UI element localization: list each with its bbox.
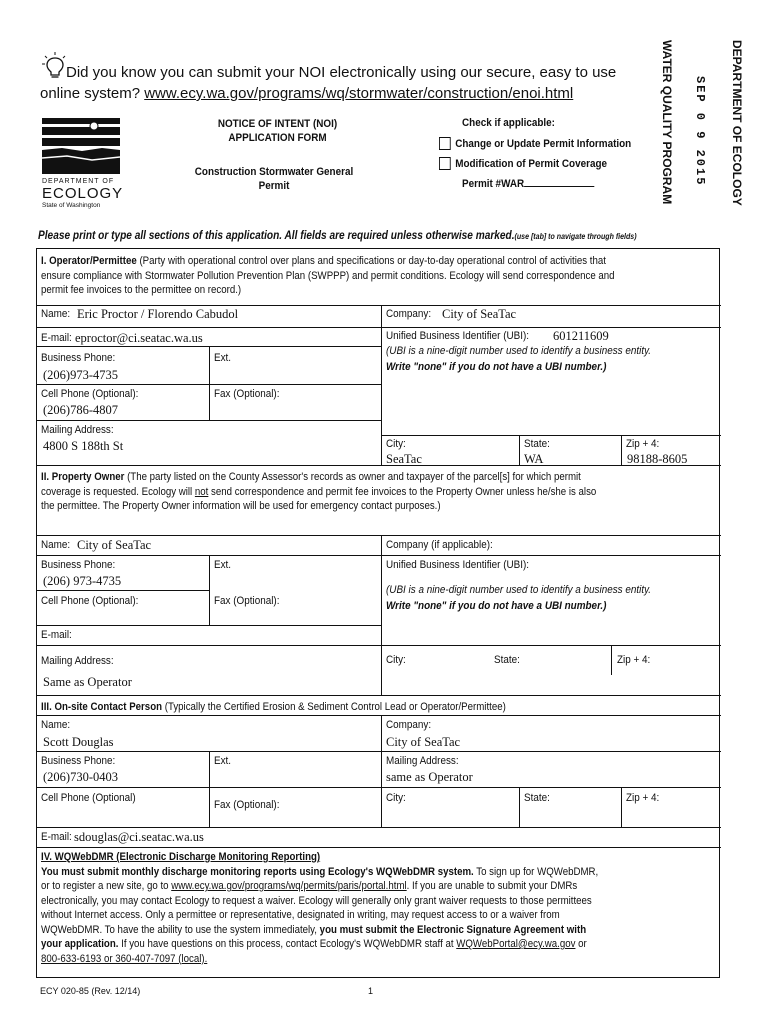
s1-mailing-value[interactable]: 4800 S 188th St [43,439,124,453]
section2-desc-line2 [41,485,719,500]
s2-company-label: Company (if applicable): [386,539,493,551]
wqwebportal-email-link[interactable]: WQWebPortal@ecy.wa.gov [456,938,576,950]
s3-city-label: City: [386,792,406,804]
s3-company-label: Company: [386,719,432,731]
s1-email-value[interactable]: eproctor@ci.seatac.wa.us [75,331,203,345]
s2-ext-label: Ext. [214,559,232,571]
section2-heading: II. Property Owner [41,471,125,483]
enoi-notice-line2 [40,85,573,102]
change-permit-option [439,137,631,150]
s2-name-value[interactable]: City of SeaTac [77,538,152,552]
s2-fax-label: Fax (Optional): [214,595,280,607]
s3-name-label: Name: [41,719,71,731]
form-number: ECY 020-85 (Rev. 12/14) [40,986,141,996]
lightbulb-icon [42,52,68,82]
s1-company-value[interactable]: City of SeaTac [442,307,517,321]
section4-line6-bold: your application. [41,938,119,950]
s1-ubi-none: Write "none" if you do not have a UBI number.) [386,361,607,373]
ecology-logo [42,118,122,209]
s2-state-label: State: [494,654,520,666]
s3-state-label: State: [524,792,550,804]
form-instructions [38,230,637,242]
s2-cell-label: Cell Phone (Optional): [41,595,139,607]
section4-line5-a: WQWebDMR. To have the ability to use the system immediately, [41,923,320,936]
section4-line2 [41,879,719,894]
section4-line1 [41,865,719,880]
s3-business-phone-label: Business Phone: [41,755,116,767]
section2-desc-3: the permittee. The Property Owner information will be used for emergency contact purposes.) [41,500,441,512]
s1-mailing-label: Mailing Address: [41,424,114,436]
section2-description [41,470,719,514]
change-permit-label: Change or Update Permit Information [455,137,632,150]
ecology-logo-mark-icon [42,118,120,174]
section4-line7: 800-633-6193 or 360-407-7097 (local). [41,952,208,965]
s3-business-phone-value[interactable]: (206)730-0403 [43,770,118,784]
check-if-applicable: Check if applicable: [462,117,555,129]
s1-cell-value[interactable]: (206)786-4807 [43,403,118,417]
s2-email-label: E-mail: [41,629,72,641]
modification-option [439,157,607,170]
s3-email-value[interactable]: sdouglas@ci.seatac.wa.us [74,830,204,844]
permit-number-input[interactable] [524,186,594,187]
section2-desc-not: not [194,485,209,498]
s1-fax-label: Fax (Optional): [214,388,280,400]
section2-desc-2a: coverage is requested. Ecology will [41,485,195,498]
s2-ubi-label: Unified Business Identifier (UBI): [386,559,530,571]
s3-mailing-value[interactable]: same as Operator [386,770,473,784]
section2-desc-line1 [41,470,719,485]
section3-desc: (Typically the Certified Erosion & Sediment Control Lead or Operator/Permittee) [162,701,506,713]
s3-fax-label: Fax (Optional): [214,799,280,811]
section4-line6-a: If you have questions on this process, contact Ecology's WQWebDMR staff at [118,938,457,950]
section4-line2-a: or to register a new site, go to [41,880,172,892]
s1-zip-label: Zip + 4: [626,438,660,450]
s1-cell-label: Cell Phone (Optional): [41,388,139,400]
logo-state: State of Washington [42,202,101,209]
section3-heading: III. On-site Contact Person [41,701,163,713]
page-number: 1 [368,986,374,996]
form-title-line2: APPLICATION FORM [228,132,327,144]
section4-text [41,850,719,966]
section1-desc-1: (Party with operational control over plans and specifications or day-to-day operational control of activities that [136,255,606,267]
enoi-notice-line1: Did you know you can submit your NOI electronically using our secure, easy to use [66,64,617,81]
modification-checkbox[interactable] [439,157,451,170]
section4-line3: electronically, you may contact Ecology to request a waiver. Ecology will generally only grant waiver requests to those permittees [41,894,592,907]
permit-title-line2: Permit [258,180,290,192]
change-permit-checkbox[interactable] [439,137,451,150]
section1-heading: I. Operator/Permittee [41,255,137,267]
section4-line1-normal: To sign up for WQWebDMR, [473,865,599,878]
s2-business-phone-value[interactable]: (206) 973-4735 [43,574,122,588]
s2-city-label: City: [386,654,406,666]
section3-heading-row [41,700,719,715]
noi-form [36,248,720,978]
s1-zip-value[interactable]: 98188-8605 [627,452,688,466]
s3-mailing-label: Mailing Address: [386,755,459,767]
form-title-line1: NOTICE OF INTENT (NOI) [217,118,338,130]
s3-name-value[interactable]: Scott Douglas [43,735,114,749]
permit-number-field [462,178,594,190]
s3-company-value[interactable]: City of SeaTac [386,735,461,749]
enoi-notice-prefix: online system? [40,85,145,102]
section4-line5 [41,923,719,938]
section4-line6 [41,937,719,952]
section1-desc-2: ensure compliance with Stormwater Pollution Prevention Plan (SWPPP) and permit conditions. Ecology will send correspondence and [41,269,615,282]
s2-name-label: Name: [41,539,71,551]
logo-name: ECOLOGY [42,185,124,202]
section4-line1-bold: You must submit monthly discharge monitoring reports using Ecology's WQWebDMR system. [41,865,474,878]
instructions-main: Please print or type all sections of this application. All fields are required unless otherwise marked. [38,230,515,242]
section2-desc-2b: send correspondence and permit fee invoices to the Property Owner unless he/she is also [208,485,597,498]
section4-line5-bold: you must submit the Electronic Signature Agreement with [319,923,587,936]
s1-ubi-note: (UBI is a nine-digit number used to identify a business entity. [386,345,652,357]
section4-heading: IV. WQWebDMR (Electronic Discharge Monitoring Reporting) [41,851,321,863]
s1-name-value[interactable]: Eric Proctor / Florendo Cabudol [77,307,239,321]
s3-cell-label: Cell Phone (Optional) [41,792,136,804]
stamp-department: DEPARTMENT OF ECOLOGY [730,40,744,206]
permit-title-line1: Construction Stormwater General [194,166,354,178]
wqwebdmr-portal-link[interactable]: www.ecy.wa.gov/programs/wq/permits/paris/portal.html [171,880,407,892]
s1-state-value[interactable]: WA [524,452,544,466]
s1-name-label: Name: [41,308,71,320]
logo-department: DEPARTMENT OF [42,178,115,185]
s1-state-label: State: [524,438,550,450]
s2-mailing-label: Mailing Address: [41,655,114,667]
s1-email-label: E-mail: [41,332,72,344]
s2-business-phone-label: Business Phone: [41,559,116,571]
section4-line6-c: or [575,938,587,950]
s3-ext-label: Ext. [214,755,232,767]
section4-line2-b: . If you are unable to submit your DMRs [406,880,578,892]
stamp-water-quality: WATER QUALITY PROGRAM [660,40,674,205]
instructions-note: (use [tab] to navigate through fields) [514,232,637,241]
section1-desc-line1 [41,254,719,269]
s2-zip-label: Zip + 4: [617,654,651,666]
s1-business-phone-value[interactable]: (206)973-4735 [43,368,118,382]
form-title [210,117,345,145]
modification-label: Modification of Permit Coverage [455,157,608,170]
permit-number-label: Permit #WAR [462,178,525,190]
s1-ubi-label: Unified Business Identifier (UBI): [386,330,530,342]
s1-city-value[interactable]: SeaTac [386,452,422,466]
s2-mailing-value[interactable]: Same as Operator [43,675,132,689]
permit-title [193,165,355,193]
s1-company-label: Company: [386,308,432,320]
s3-email-label: E-mail: [41,831,72,843]
section2-desc-1: (The party listed on the County Assessor's records as owner and taxpayer of the parcel[s] for which permit [124,471,581,483]
stamp-received-date: SEP 0 9 2015 [693,76,707,187]
s1-business-phone-label: Business Phone: [41,352,116,364]
s3-zip-label: Zip + 4: [626,792,660,804]
s1-ubi-value[interactable]: 601211609 [553,329,609,343]
section1-desc-3: permit fee invoices to the permittee on record.) [41,284,242,296]
s1-ext-label: Ext. [214,352,232,364]
enoi-link[interactable]: www.ecy.wa.gov/programs/wq/stormwater/construction/enoi.html [144,85,574,102]
s2-ubi-none: Write "none" if you do not have a UBI number.) [386,600,607,612]
s2-ubi-note: (UBI is a nine-digit number used to identify a business entity. [386,584,652,596]
section4-line4: without Internet access. Only a permittee or representative, designated in writing, may request access to or a waiver from [41,909,560,921]
s1-city-label: City: [386,438,406,450]
section1-description [41,254,719,298]
